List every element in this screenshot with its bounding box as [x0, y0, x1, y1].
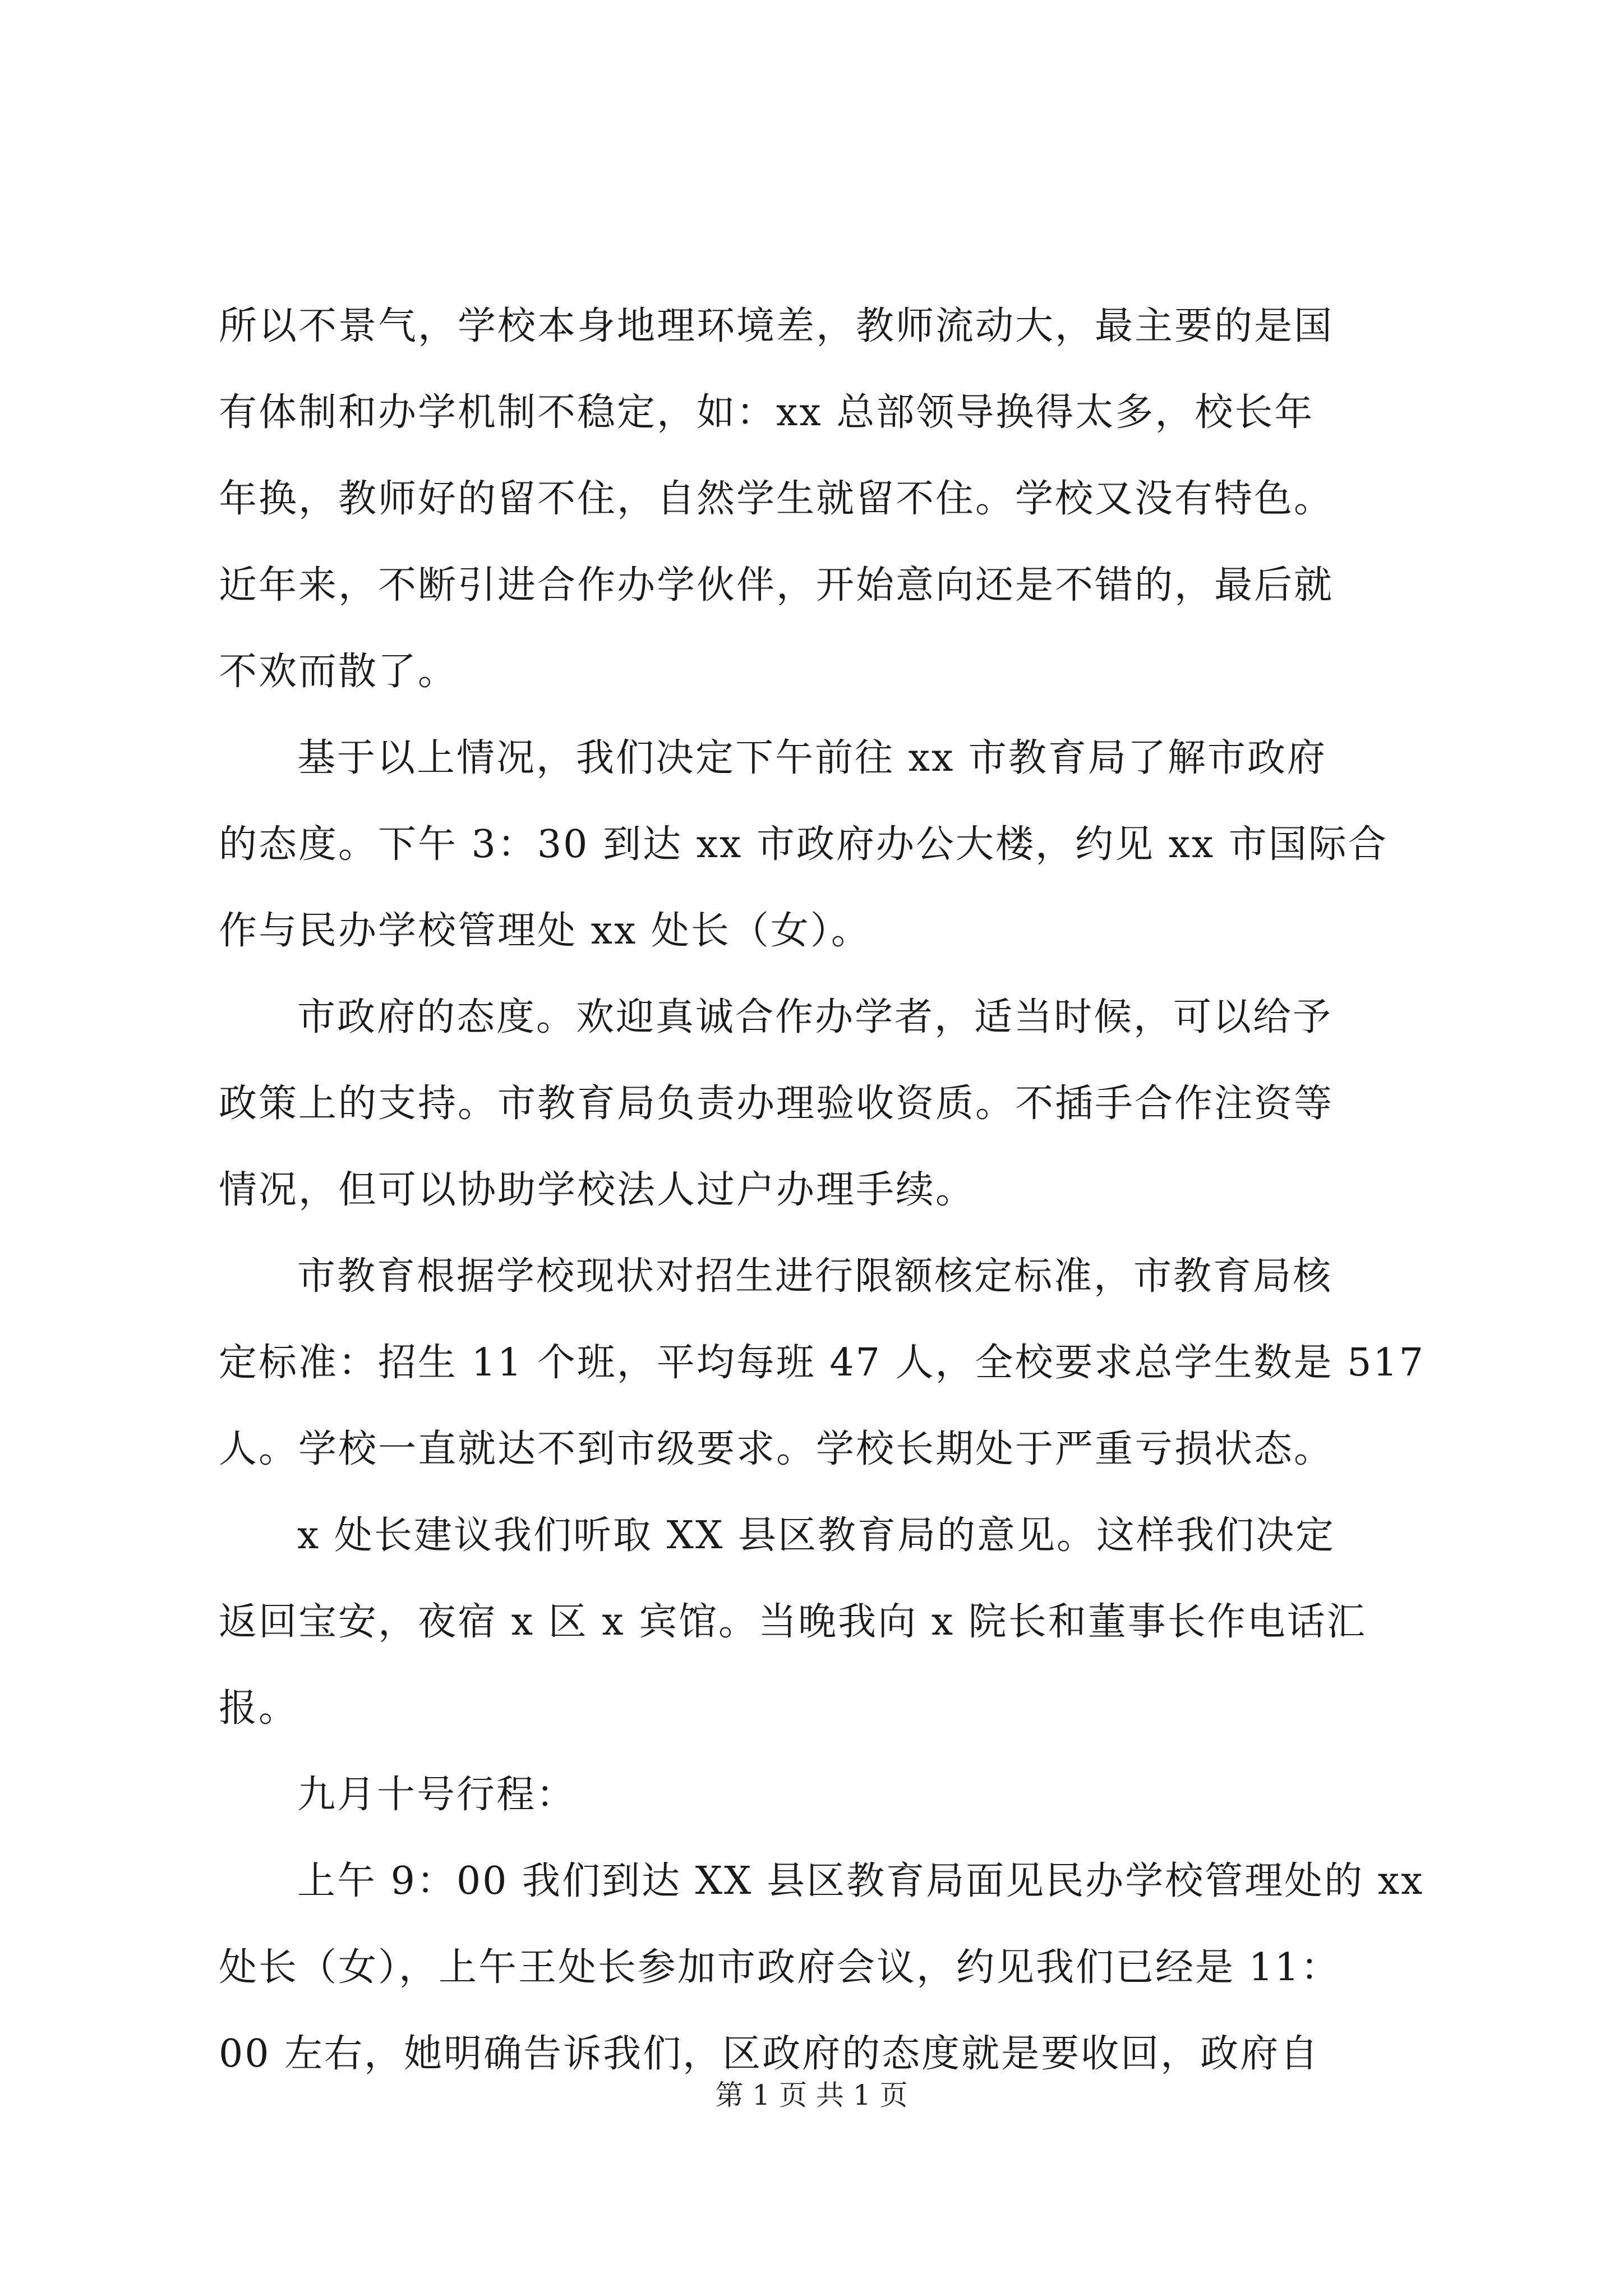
paragraph-first-line: 上午 9：00 我们到达 XX 县区教育局面见民办学校管理处的 xx [297, 1859, 1424, 1903]
text-line: 返回宝安，夜宿 x 区 x 宾馆。当晚我向 x 院长和董事长作电话汇 [219, 1600, 1367, 1644]
text-line: 00 左右，她明确告诉我们，区政府的态度就是要收回，政府自 [219, 2032, 1320, 2076]
text-line: 不欢而散了。 [219, 650, 458, 694]
text-line: 报。 [219, 1686, 299, 1731]
section-heading-line: 九月十号行程： [297, 1773, 577, 1817]
paragraph-first-line: x 处长建议我们听取 XX 县区教育局的意见。这样我们决定 [297, 1513, 1336, 1558]
text-line: 近年来，不断引进合作办学伙伴，开始意向还是不错的，最后就 [219, 563, 1334, 608]
text-line: 定标准：招生 11 个班，平均每班 47 人，全校要求总学生数是 517 [219, 1341, 1425, 1385]
text-line: 处长（女），上午王处长参加市政府会议，约见我们已经是 11： [219, 1945, 1341, 1990]
text-line: 政策上的支持。市教育局负责办理验收资质。不插手合作注资等 [219, 1082, 1334, 1126]
document-body [219, 283, 1424, 2097]
text-line: 人。学校一直就达不到市级要求。学校长期处于严重亏损状态。 [219, 1427, 1334, 1471]
text-line: 年换，教师好的留不住，自然学生就留不住。学校又没有特色。 [219, 477, 1334, 521]
paragraph-first-line: 市政府的态度。欢迎真诚合作办学者，适当时候，可以给予 [297, 995, 1333, 1039]
text-line: 作与民办学校管理处 xx 处长（女）。 [219, 909, 871, 953]
text-line: 有体制和办学机制不稳定，如：xx 总部领导换得太多，校长年 [219, 390, 1315, 435]
text-line: 情况，但可以协助学校法人过户办理手续。 [219, 1168, 976, 1212]
paragraph-first-line: 市教育根据学校现状对招生进行限额核定标准，市教育局核 [297, 1254, 1333, 1299]
text-line: 的态度。下午 3：30 到达 xx 市政府办公大楼，约见 xx 市国际合 [219, 822, 1388, 867]
paragraph-first-line: 基于以上情况，我们决定下午前往 xx 市教育局了解市政府 [297, 736, 1327, 780]
page-footer: 第 1 页 共 1 页 [715, 2079, 908, 2111]
text-line: 所以不景气，学校本身地理环境差，教师流动大，最主要的是国 [219, 304, 1334, 348]
